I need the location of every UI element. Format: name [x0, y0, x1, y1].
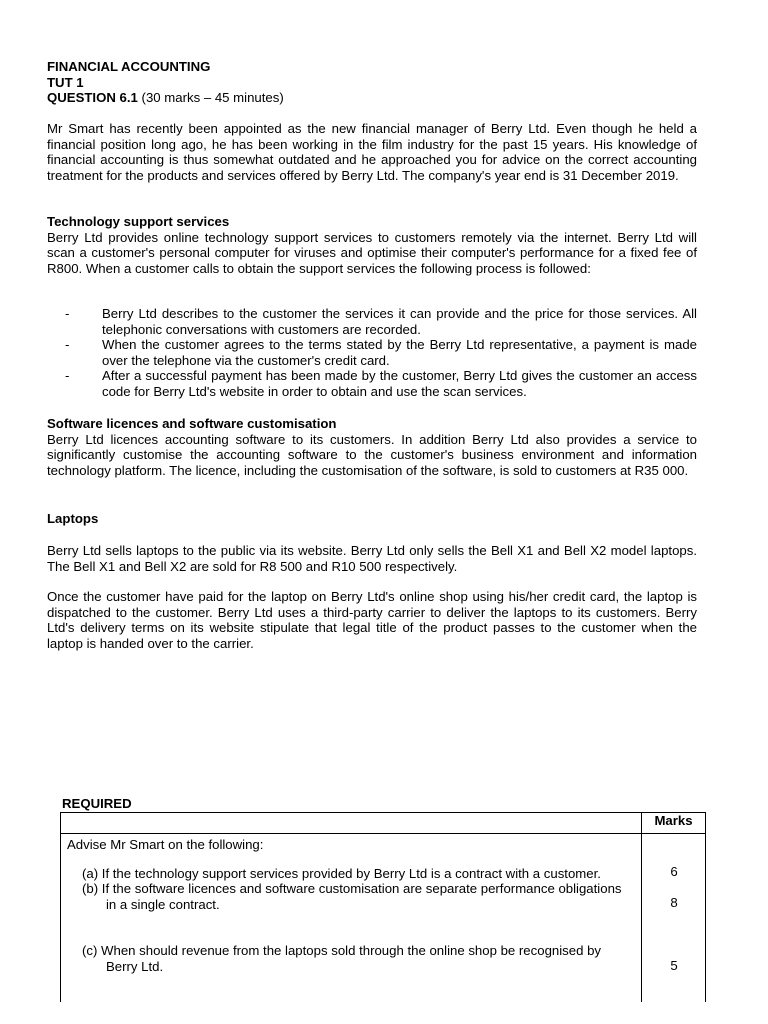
table-header-row: [61, 813, 706, 834]
table-header-blank: [61, 813, 642, 834]
laptops-paragraph-1: [47, 543, 697, 574]
tech-section: [47, 214, 697, 276]
bullet-dash: -: [65, 368, 70, 384]
required-title: REQUIRED: [62, 796, 132, 811]
bullet-dash: -: [65, 306, 70, 321]
laptops-text-2: Once the customer have paid for the laptop on Berry Ltd's online shop using his/her credit card, the laptop is dispatched to the customer. Berry Ltd uses a third-party carrier to deliver the laptops to its customers. Berry Ltd's delivery terms on its website stipulate that legal title of the product passes to the customer when the laptop is handed over to the carrier.: [47, 589, 697, 651]
bullet-text: Berry Ltd describes to the customer the services it can provide and the price for those services. All telephonic conversations with customers are recorded.: [102, 306, 697, 337]
bullet-text: When the customer agrees to the terms stated by the Berry Ltd representative, a payment is made over the telephone via the customer's credit card.: [102, 337, 697, 368]
list-item: [47, 368, 697, 399]
tutorial-label: TUT 1: [47, 74, 84, 90]
software-heading: Software licences and software customisation: [47, 416, 337, 431]
software-section: [47, 416, 697, 478]
marks-c: 5: [670, 958, 678, 973]
course-title: FINANCIAL ACCOUNTING: [47, 59, 211, 74]
marks-header: Marks: [642, 813, 706, 834]
marks-cell: [642, 834, 706, 1003]
questions-cell: [61, 834, 642, 1003]
laptops-heading: Laptops: [47, 511, 99, 526]
document-header: [47, 59, 707, 106]
list-item: [47, 337, 697, 368]
question-number: QUESTION 6.1: [47, 90, 138, 106]
question-meta: (30 marks – 45 minutes): [141, 90, 284, 106]
tech-body: Berry Ltd provides online technology support services to customers remotely via the internet. Berry Ltd will scan a customer's personal computer for viruses and optimise their computer's performance for a fixed fee of R800. When a customer calls to obtain the support services the following process is followed:: [47, 229, 697, 276]
required-lead: Advise Mr Smart on the following:: [67, 837, 264, 852]
bullet-dash: -: [65, 337, 70, 353]
laptops-paragraph-2: [47, 589, 697, 651]
software-body: Berry Ltd licences accounting software to its customers. In addition Berry Ltd also provides a service to significantly customise the accounting software to the customer's business environment and information technology platform. The licence, including the customisation of the software, is sold to customers at R35 000.: [47, 431, 697, 478]
bullet-text: After a successful payment has been made by the customer, Berry Ltd gives the customer an access code for Berry Ltd's website in order to obtain and use the scan services.: [102, 368, 697, 399]
marks-b: 8: [670, 895, 678, 910]
marks-a: 6: [670, 864, 678, 879]
laptops-text-1: Berry Ltd sells laptops to the public via its website. Berry Ltd only sells the Bell X1 and Bell X2 model laptops. The Bell X1 and Bell X2 are sold for R8 500 and R10 500 respectively.: [47, 543, 697, 574]
intro-paragraph: [47, 121, 697, 183]
laptops-section: [47, 511, 697, 527]
table-row: [61, 834, 706, 1003]
required-item-a: (a) If the technology support services provided by Berry Ltd is a contract with a customer.: [82, 865, 601, 881]
tech-bullet-list: [47, 306, 697, 400]
required-item-b: (b) If the software licences and software customisation are separate performance obligations in a single contract.: [82, 881, 622, 912]
intro-text: Mr Smart has recently been appointed as the new financial manager of Berry Ltd. Even though he held a financial position long ago, he has been working in the film industry for the past 15 years. His knowledge of financial accounting is thus somewhat outdated and he approached you for advice on the correct accounting treatment for the products and services offered by Berry Ltd. The company's year end is 31 December 2019.: [47, 121, 697, 183]
list-item: [47, 306, 697, 337]
required-item-c: (c) When should revenue from the laptops sold through the online shop be recognised by Berry Ltd.: [82, 943, 602, 974]
question-heading: [47, 90, 707, 106]
required-table: [60, 812, 706, 1002]
tech-heading: Technology support services: [47, 214, 230, 229]
